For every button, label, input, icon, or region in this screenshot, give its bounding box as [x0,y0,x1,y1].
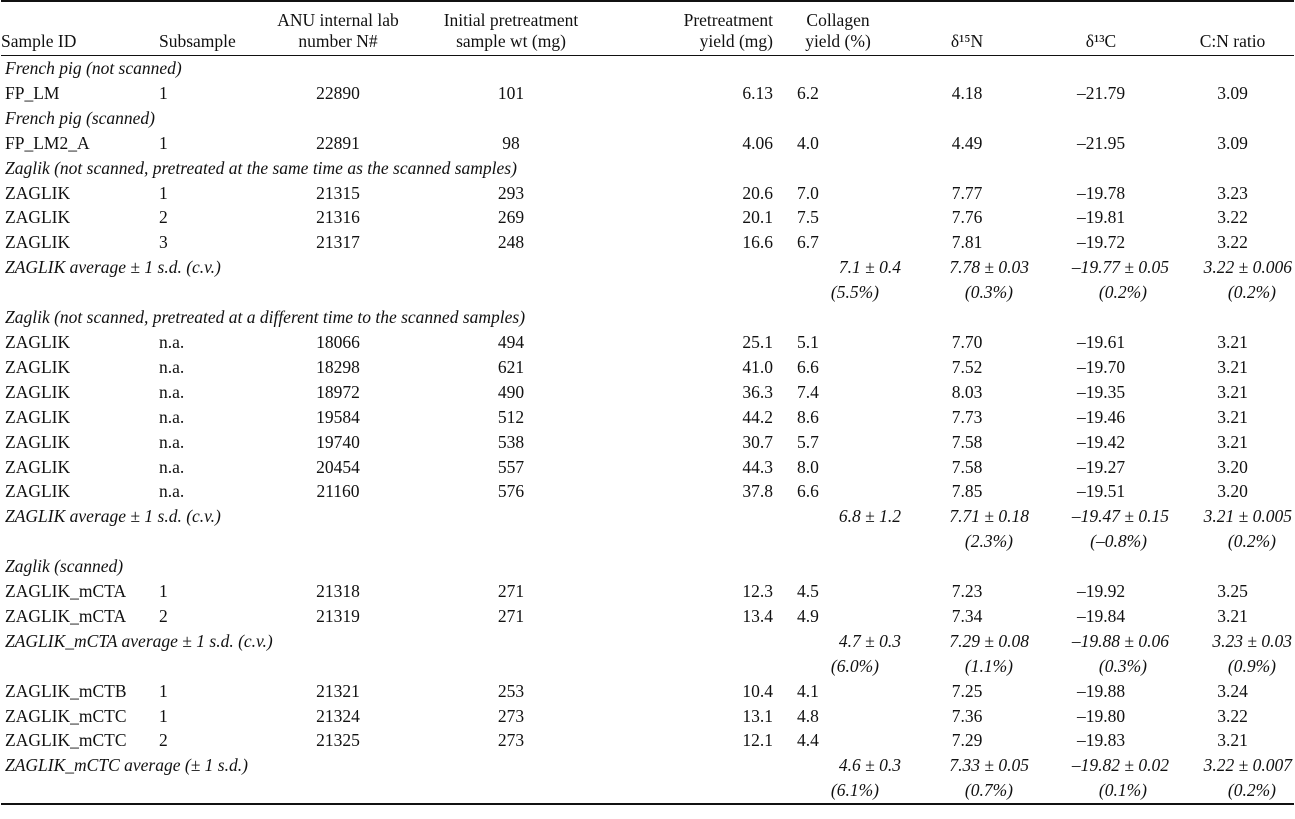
table-body [1,56,1294,805]
sample-id-cell: FP_LM [5,82,60,103]
pretreatment-yield-cell: 12.3 [742,581,773,602]
table-row [1,205,1294,230]
avg-cn-ratio: 3.22 ± 0.006 [1203,257,1292,278]
section-heading-row [1,554,1294,579]
initial-weight-cell: 490 [497,381,525,402]
table-row [1,679,1294,704]
average-cv-spacer [1,654,773,679]
pretreatment-yield-cell: 10.4 [742,680,773,701]
pretreatment-yield-cell: 37.8 [742,481,773,502]
pretreatment-yield-cell: 25.1 [742,331,773,352]
cn-ratio-cell: 3.22 [1217,705,1248,726]
subsample-cell: 1 [159,82,168,103]
table-row [1,81,1294,106]
d13c-cell: –19.61 [1076,331,1126,352]
avg-d15n-cv: (1.1%) [964,655,1013,676]
collagen-yield-cell: 4.1 [797,680,819,701]
collagen-yield-cell: 4.8 [797,705,819,726]
average-row [1,753,1294,778]
table-row [1,330,1294,355]
cn-ratio-cell: 3.21 [1217,406,1248,427]
table-row [1,728,1294,753]
pretreatment-yield-cell: 12.1 [742,730,773,751]
collagen-yield-cell: 6.6 [797,481,819,502]
collagen-yield-cell: 4.0 [797,132,819,153]
avg-d15n-cv: (2.3%) [964,531,1013,552]
sample-id-cell: ZAGLIK_mCTB [5,680,127,701]
avg-d13c-cv: (0.2%) [1098,282,1147,303]
table-row [1,355,1294,380]
table-row [1,579,1294,604]
header-pretreatment-yield [609,1,773,56]
table-row [1,230,1294,255]
d15n-cell: 7.58 [951,456,983,477]
initial-weight-cell: 494 [497,331,525,352]
pretreatment-yield-cell: 36.3 [742,381,773,402]
section-heading-row [1,106,1294,131]
section-heading: French pig (not scanned) [5,58,182,78]
avg-cn-ratio-cv: (0.9%) [1227,655,1276,676]
collagen-yield-cell: 4.5 [797,581,819,602]
d13c-cell: –19.83 [1076,730,1126,751]
cn-ratio-cell: 3.09 [1217,82,1248,103]
initial-weight-cell: 248 [497,232,525,253]
avg-d15n: 7.29 ± 0.08 [949,630,1029,651]
sample-id-cell: ZAGLIK [5,356,71,377]
anu-number-cell: 18298 [316,356,360,377]
subsample-cell: n.a. [159,331,185,352]
d15n-cell: 7.70 [951,331,983,352]
d15n-cell: 7.77 [951,182,983,203]
collagen-yield-cell: 6.7 [797,232,819,253]
section-heading: Zaglik (scanned) [5,556,124,577]
initial-weight-cell: 293 [497,182,525,203]
header-init-line1: Initial pretreatment [443,10,579,30]
header-cn-ratio: C:N ratio [1171,1,1294,56]
avg-d13c: –19.82 ± 0.02 [1071,755,1169,776]
collagen-yield-cell: 7.5 [797,207,819,228]
avg-d13c: –19.47 ± 0.15 [1071,506,1169,527]
anu-number-cell: 19584 [316,406,360,427]
collagen-yield-cell: 8.0 [797,456,819,477]
pretreatment-yield-cell: 20.6 [742,182,773,203]
d13c-cell: –19.92 [1076,581,1126,602]
sample-id-cell: FP_LM2_A [5,132,90,153]
section-heading: Zaglik (not scanned, pretreated at a different time to the scanned samples) [5,307,526,328]
isotope-data-table [1,0,1294,805]
d15n-cell: 8.03 [951,381,983,402]
subsample-cell: n.a. [159,406,185,427]
d15n-cell: 7.58 [951,431,983,452]
cn-ratio-cell: 3.21 [1217,381,1248,402]
avg-d15n: 7.78 ± 0.03 [949,257,1029,278]
d15n-cell: 7.85 [951,481,983,502]
subsample-cell: 1 [159,581,168,602]
header-anu-line2: number N# [298,31,378,51]
cn-ratio-cell: 3.21 [1217,605,1248,626]
d13c-cell: –21.95 [1076,132,1126,153]
d15n-cell: 7.36 [951,705,983,726]
cn-ratio-cell: 3.21 [1217,331,1248,352]
d15n-cell: 7.52 [951,356,983,377]
d15n-cell: 7.34 [951,605,983,626]
subsample-cell: n.a. [159,456,185,477]
header-collagen-yield [773,1,903,56]
avg-d15n-cv: (0.3%) [964,282,1013,303]
avg-d13c-cv: (0.1%) [1031,778,1171,804]
pretreatment-yield-cell: 6.13 [742,82,773,103]
d13c-cell: –19.35 [1076,381,1126,402]
d13c-cell: –19.80 [1076,705,1126,726]
avg-d15n-cv: (0.7%) [903,778,1031,804]
d15n-cell: 4.49 [951,132,983,153]
header-init-line2: sample wt (mg) [456,31,566,51]
collagen-yield-cell: 7.4 [797,381,819,402]
avg-cn-ratio: 3.23 ± 0.03 [1212,630,1292,651]
average-cv-spacer [1,280,773,305]
pretreatment-yield-cell: 41.0 [742,356,773,377]
avg-d13c: –19.88 ± 0.06 [1071,630,1169,651]
anu-number-cell: 21160 [316,481,360,502]
pretreatment-yield-cell: 16.6 [742,232,773,253]
subsample-cell: 1 [159,132,168,153]
section-heading-row [1,156,1294,181]
cn-ratio-cell: 3.22 [1217,207,1248,228]
table-row [1,604,1294,629]
sample-id-cell: ZAGLIK [5,456,71,477]
subsample-cell: n.a. [159,381,185,402]
pretreatment-yield-cell: 20.1 [742,207,773,228]
d13c-cell: –19.42 [1076,431,1126,452]
table-row [1,380,1294,405]
sample-id-cell: ZAGLIK_mCTC [5,730,127,751]
avg-d13c-cv: (0.3%) [1098,655,1147,676]
sample-id-cell: ZAGLIK [5,481,71,502]
section-heading: Zaglik (not scanned, pretreated at the same time as the scanned samples) [5,157,517,178]
average-label: ZAGLIK_mCTA average ± 1 s.d. (c.v.) [5,630,273,651]
cn-ratio-cell: 3.25 [1217,581,1248,602]
table-row [1,455,1294,480]
d13c-cell: –19.27 [1076,456,1126,477]
avg-collagen-yield: 4.6 ± 0.3 [838,755,901,776]
data-table-container [1,0,1294,819]
avg-collagen-yield: 7.1 ± 0.4 [838,257,901,278]
d13c-cell: –19.72 [1076,232,1126,253]
d13c-cell: –19.81 [1076,207,1126,228]
collagen-yield-cell: 5.1 [797,331,819,352]
section-heading-row [1,56,1294,81]
average-cv-row [1,778,1294,804]
cn-ratio-cell: 3.20 [1217,456,1248,477]
pretreatment-yield-cell: 4.06 [742,132,773,153]
sample-id-cell: ZAGLIK [5,232,71,253]
header-subsample: Subsample [159,1,263,56]
header-col-line1: Collagen [806,10,870,30]
anu-number-cell: 21319 [316,605,360,626]
table-row [1,704,1294,729]
cn-ratio-cell: 3.21 [1217,730,1248,751]
d15n-cell: 7.29 [951,730,983,751]
d15n-cell: 4.18 [951,82,983,103]
avg-d13c-cv: (–0.8%) [1090,531,1147,552]
d13c-cell: –19.88 [1076,680,1126,701]
pretreatment-yield-cell: 44.2 [742,406,773,427]
header-col-line2: yield (%) [805,31,871,51]
avg-d13c: –19.77 ± 0.05 [1071,257,1169,278]
anu-number-cell: 21324 [316,705,360,726]
average-row [1,629,1294,654]
collagen-yield-cell: 6.6 [797,356,819,377]
section-heading-row [1,305,1294,330]
header-anu-line1: ANU internal lab [277,10,399,30]
initial-weight-cell: 271 [497,581,525,602]
avg-collagen-yield-cv: (6.0%) [830,655,879,676]
d13c-cell: –21.79 [1076,82,1126,103]
table-row [1,181,1294,206]
header-sample-id: Sample ID [1,1,159,56]
anu-number-cell: 18066 [316,331,360,352]
anu-number-cell: 22890 [316,82,360,103]
average-row [1,255,1294,280]
cn-ratio-cell: 3.09 [1217,132,1248,153]
subsample-cell: 1 [159,182,168,203]
initial-weight-cell: 273 [497,730,525,751]
collagen-yield-cell: 8.6 [797,406,819,427]
sample-id-cell: ZAGLIK_mCTA [5,581,127,602]
d15n-cell: 7.76 [951,207,983,228]
collagen-yield-cell: 4.4 [797,730,819,751]
sample-id-cell: ZAGLIK [5,331,71,352]
average-cv-spacer [1,529,773,554]
average-label: ZAGLIK_mCTC average (± 1 s.d.) [5,755,248,776]
subsample-cell: 2 [159,605,168,626]
anu-number-cell: 18972 [316,381,360,402]
collagen-yield-cell: 7.0 [797,182,819,203]
initial-weight-cell: 621 [497,356,525,377]
subsample-cell: 2 [159,730,168,751]
initial-weight-cell: 557 [497,456,525,477]
header-row [1,1,1294,56]
table-row [1,430,1294,455]
section-heading: French pig (scanned) [5,107,155,128]
cn-ratio-cell: 3.23 [1217,182,1248,203]
avg-cn-ratio-cv: (0.2%) [1227,531,1276,552]
collagen-yield-cell: 4.9 [797,605,819,626]
subsample-cell: 2 [159,207,168,228]
anu-number-cell: 21321 [316,680,360,701]
avg-cn-ratio: 3.22 ± 0.007 [1203,755,1292,776]
anu-number-cell: 21325 [316,730,360,751]
d13c-cell: –19.78 [1076,182,1126,203]
avg-collagen-yield: 4.7 ± 0.3 [838,630,901,651]
initial-weight-cell: 273 [497,705,525,726]
sample-id-cell: ZAGLIK_mCTC [5,705,127,726]
header-d15n: δ¹⁵N [903,1,1031,56]
sample-id-cell: ZAGLIK [5,207,71,228]
d15n-cell: 7.73 [951,406,983,427]
d13c-cell: –19.51 [1076,481,1126,502]
anu-number-cell: 21317 [316,232,360,253]
cn-ratio-cell: 3.20 [1217,481,1248,502]
sample-id-cell: ZAGLIK_mCTA [5,605,127,626]
d15n-cell: 7.25 [951,680,983,701]
avg-cn-ratio: 3.21 ± 0.005 [1203,506,1292,527]
subsample-cell: 3 [159,232,168,253]
average-cv-row [1,529,1294,554]
initial-weight-cell: 98 [502,132,520,153]
initial-weight-cell: 271 [497,605,525,626]
avg-collagen-yield: 6.8 ± 1.2 [838,506,901,527]
anu-number-cell: 22891 [316,132,360,153]
average-row [1,504,1294,529]
subsample-cell: n.a. [159,356,185,377]
header-d13c: δ¹³C [1031,1,1171,56]
anu-number-cell: 21315 [316,182,360,203]
d13c-cell: –19.46 [1076,406,1126,427]
anu-number-cell: 19740 [316,431,360,452]
collagen-yield-cell: 5.7 [797,431,819,452]
initial-weight-cell: 538 [497,431,525,452]
sample-id-cell: ZAGLIK [5,381,71,402]
header-pre-line2: yield (mg) [699,31,773,51]
anu-number-cell: 21318 [316,581,360,602]
table-row [1,405,1294,430]
avg-cn-ratio-cv: (0.2%) [1227,282,1276,303]
table-row [1,479,1294,504]
header-initial-weight [413,1,609,56]
header-anu-number [263,1,413,56]
anu-number-cell: 21316 [316,207,360,228]
initial-weight-cell: 576 [497,481,525,502]
subsample-cell: n.a. [159,431,185,452]
initial-weight-cell: 512 [497,406,525,427]
cn-ratio-cell: 3.21 [1217,356,1248,377]
initial-weight-cell: 269 [497,207,525,228]
subsample-cell: 1 [159,680,168,701]
sample-id-cell: ZAGLIK [5,182,71,203]
pretreatment-yield-cell: 13.4 [742,605,773,626]
avg-collagen-yield-cv: (6.1%) [773,778,903,804]
average-cv-spacer [1,778,773,804]
pretreatment-yield-cell: 30.7 [742,431,773,452]
anu-number-cell: 20454 [316,456,360,477]
cn-ratio-cell: 3.21 [1217,431,1248,452]
d13c-cell: –19.70 [1076,356,1126,377]
pretreatment-yield-cell: 44.3 [742,456,773,477]
initial-weight-cell: 253 [497,680,525,701]
average-cv-row [1,280,1294,305]
average-cv-row [1,654,1294,679]
cn-ratio-cell: 3.24 [1217,680,1248,701]
table-row [1,131,1294,156]
avg-cn-ratio-cv: (0.2%) [1171,778,1294,804]
d15n-cell: 7.81 [951,232,983,253]
subsample-cell: 1 [159,705,168,726]
sample-id-cell: ZAGLIK [5,406,71,427]
subsample-cell: n.a. [159,481,185,502]
cn-ratio-cell: 3.22 [1217,232,1248,253]
d13c-cell: –19.84 [1076,605,1126,626]
d15n-cell: 7.23 [951,581,983,602]
initial-weight-cell: 101 [497,82,525,103]
avg-d15n: 7.71 ± 0.18 [949,506,1029,527]
average-label: ZAGLIK average ± 1 s.d. (c.v.) [5,257,221,278]
avg-collagen-yield-cv: (5.5%) [830,282,879,303]
average-label: ZAGLIK average ± 1 s.d. (c.v.) [5,506,221,527]
pretreatment-yield-cell: 13.1 [742,705,773,726]
collagen-yield-cell: 6.2 [797,82,819,103]
avg-d15n: 7.33 ± 0.05 [949,755,1029,776]
avg-collagen-yield-cv [773,529,903,554]
header-pre-line1: Pretreatment [683,10,773,30]
sample-id-cell: ZAGLIK [5,431,71,452]
